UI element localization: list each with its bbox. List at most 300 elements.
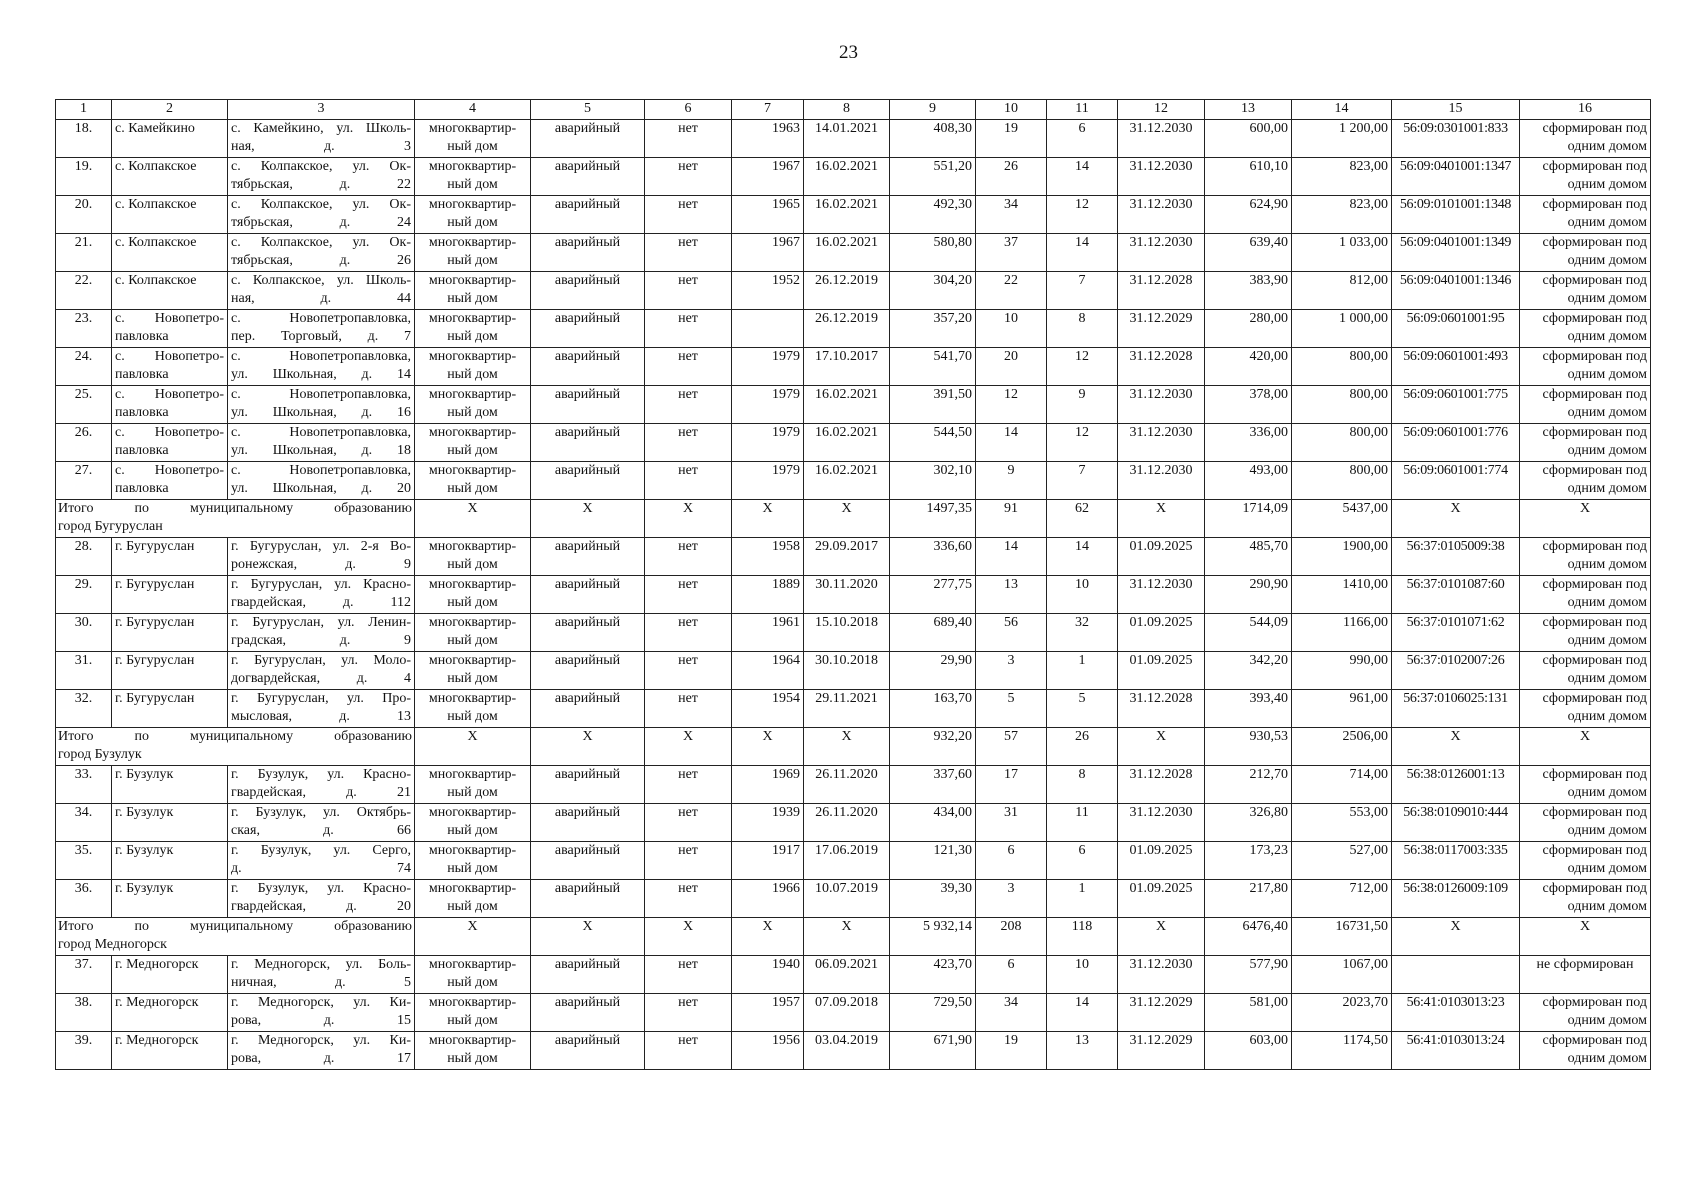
col-16-x-text: Х (1579, 501, 1591, 516)
flats-cell (1047, 234, 1118, 272)
flag-cell (645, 386, 732, 424)
cadastre-number-cell (1392, 234, 1520, 272)
settlement-name-cont: павловка (115, 405, 169, 420)
address-cell (228, 272, 415, 310)
subtotal-area (890, 728, 976, 766)
cadastre-number-cell (1392, 424, 1520, 462)
residents-cell (976, 994, 1047, 1032)
column-14-cell (1292, 956, 1392, 994)
area-cell (890, 234, 976, 272)
residents-cell-text: 20 (1004, 349, 1018, 364)
flag-cell (645, 196, 732, 234)
condition-cell (531, 994, 645, 1032)
condition-cell-text: аварийный (554, 577, 621, 592)
row-number (56, 880, 112, 918)
subtotal-residents-text: 57 (1004, 729, 1018, 744)
residents-cell-text: 6 (1007, 957, 1015, 972)
land-status-cell (1520, 766, 1651, 804)
flats-cell (1047, 120, 1118, 158)
cadastre-number-cell-text: 56:09:0401001:1346 (1399, 273, 1512, 288)
col-15-x (1392, 500, 1520, 538)
flats-cell (1047, 272, 1118, 310)
address-cell (228, 652, 415, 690)
building-type-line-2: ный дом (447, 1051, 498, 1066)
residents-cell-text: 12 (1004, 387, 1018, 402)
col-12-x (1118, 500, 1205, 538)
flats-cell (1047, 310, 1118, 348)
area-cell (890, 994, 976, 1032)
cadastre-number-cell (1392, 690, 1520, 728)
flats-cell-text: 14 (1075, 235, 1089, 250)
residents-cell-text: 19 (1004, 121, 1018, 136)
column-13-cell (1205, 272, 1292, 310)
resettlement-deadline-cell (1118, 880, 1205, 918)
subtotal-area-text: 932,20 (933, 729, 972, 744)
address-line-1: с. Новопетропавловка, (231, 425, 411, 440)
column-13-cell-text: 173,23 (1249, 843, 1288, 858)
row-number (56, 158, 112, 196)
land-status-line-2: одним домом (1567, 557, 1647, 572)
column-header-4: 4 (415, 100, 531, 120)
flag-cell-text: нет (678, 805, 698, 820)
recognition-date-cell (804, 766, 890, 804)
year-built-cell-text: 1961 (772, 615, 800, 630)
row-number-text: 22. (74, 273, 93, 288)
residents-cell-text: 17 (1004, 767, 1018, 782)
year-built-cell (732, 234, 804, 272)
building-type-line-1: многоквартир- (428, 539, 517, 554)
subtotal-column-14-text: 2506,00 (1342, 729, 1388, 744)
address-line-2: ронежская, д. 9 (231, 557, 411, 572)
condition-cell-text: аварийный (554, 805, 621, 820)
settlement-name: г. Бузулук (115, 805, 174, 820)
address-line-1: г. Медногорск, ул. Ки- (231, 995, 411, 1010)
column-13-cell-text: 280,00 (1249, 311, 1288, 326)
column-13-cell (1205, 766, 1292, 804)
land-status-line-2: одним домом (1567, 177, 1647, 192)
address-line-2: градская, д. 9 (231, 633, 411, 648)
condition-cell (531, 576, 645, 614)
subtotal-column-13 (1205, 728, 1292, 766)
area-cell-text: 729,50 (933, 995, 972, 1010)
col-16-x (1520, 728, 1651, 766)
cadastre-number-cell-text: 56:09:0401001:1349 (1399, 235, 1512, 250)
subtotal-label-line-2: город Бугуруслан (58, 519, 163, 534)
land-status-line-2: одним домом (1567, 861, 1647, 876)
table-row (56, 424, 1651, 462)
flats-cell-text: 1 (1078, 881, 1086, 896)
condition-cell (531, 880, 645, 918)
area-cell-text: 357,20 (933, 311, 972, 326)
condition-cell (531, 120, 645, 158)
building-type-line-2: ный дом (447, 481, 498, 496)
flag-cell (645, 272, 732, 310)
address-line-2: догвардейская, д. 4 (231, 671, 411, 686)
subtotal-column-14-text: 5437,00 (1342, 501, 1388, 516)
table-row (56, 234, 1651, 272)
recognition-date-cell (804, 120, 890, 158)
column-13-cell (1205, 348, 1292, 386)
flag-cell-text: нет (678, 235, 698, 250)
residents-cell (976, 690, 1047, 728)
residents-cell-text: 34 (1004, 197, 1018, 212)
residents-cell-text: 13 (1004, 577, 1018, 592)
address-line-2: ул. Школьная, д. 14 (231, 367, 411, 382)
column-13-cell (1205, 842, 1292, 880)
column-13-cell (1205, 576, 1292, 614)
settlement-name: с. Новопетро- (115, 387, 224, 402)
recognition-date-cell (804, 310, 890, 348)
cadastre-number-cell-text: 56:38:0109010:444 (1403, 805, 1508, 820)
cadastre-number-cell-text: 56:37:0105009:38 (1406, 539, 1505, 554)
table-row (56, 462, 1651, 500)
flats-cell (1047, 196, 1118, 234)
cadastre-number-cell (1392, 1032, 1520, 1070)
residents-cell (976, 462, 1047, 500)
year-built-cell (732, 272, 804, 310)
address-cell (228, 234, 415, 272)
flag-cell (645, 1032, 732, 1070)
row-number-text: 32. (74, 691, 93, 706)
table-row (56, 652, 1651, 690)
area-cell (890, 766, 976, 804)
column-14-cell (1292, 1032, 1392, 1070)
address-line-1: г. Бугуруслан, ул. Про- (231, 691, 411, 706)
address-line-2: ская, д. 66 (231, 823, 411, 838)
col-4-x-text: Х (467, 729, 478, 744)
table-row (56, 956, 1651, 994)
building-type-line-1: многоквартир- (428, 957, 517, 972)
recognition-date-cell (804, 424, 890, 462)
cadastre-number-cell (1392, 462, 1520, 500)
land-status-cell (1520, 652, 1651, 690)
flats-cell-text: 13 (1075, 1033, 1089, 1048)
building-type-line-1: многоквартир- (428, 311, 517, 326)
address-line-1: г. Бузулук, ул. Октябрь- (231, 805, 411, 820)
building-type-line-2: ный дом (447, 215, 498, 230)
column-14-cell-text: 1 200,00 (1339, 121, 1388, 136)
resettlement-deadline-cell-text: 31.12.2029 (1129, 1033, 1193, 1048)
column-13-cell (1205, 424, 1292, 462)
recognition-date-cell-text: 30.10.2018 (815, 653, 878, 668)
col-7-x (732, 918, 804, 956)
column-13-cell-text: 212,70 (1249, 767, 1288, 782)
residents-cell (976, 120, 1047, 158)
address-line-1: с. Колпакское, ул. Ок- (231, 159, 411, 174)
condition-cell-text: аварийный (554, 197, 621, 212)
year-built-cell-text: 1966 (772, 881, 800, 896)
condition-cell-text: аварийный (554, 121, 621, 136)
building-type-line-2: ный дом (447, 709, 498, 724)
building-type-cell (415, 576, 531, 614)
year-built-cell (732, 538, 804, 576)
column-14-cell-text: 527,00 (1349, 843, 1388, 858)
column-header-14: 14 (1292, 100, 1392, 120)
building-type-line-2: ный дом (447, 367, 498, 382)
column-header-11: 11 (1047, 100, 1118, 120)
flats-cell-text: 9 (1078, 387, 1086, 402)
flag-cell-text: нет (678, 1033, 698, 1048)
land-status-cell (1520, 842, 1651, 880)
settlement-name: г. Бугуруслан (115, 577, 195, 592)
settlement-name: с. Колпакское (115, 235, 197, 250)
resettlement-deadline-cell-text: 31.12.2030 (1129, 121, 1193, 136)
address-line-1: г. Бугуруслан, ул. 2-я Во- (231, 539, 411, 554)
column-13-cell-text: 603,00 (1249, 1033, 1288, 1048)
col-7-x-text: Х (762, 501, 773, 516)
area-cell-text: 39,30 (940, 881, 972, 896)
condition-cell (531, 158, 645, 196)
building-type-line-2: ный дом (447, 443, 498, 458)
row-number (56, 234, 112, 272)
resettlement-deadline-cell (1118, 804, 1205, 842)
recognition-date-cell-text: 16.02.2021 (815, 235, 878, 250)
address-cell (228, 386, 415, 424)
cadastre-number-cell-text: 56:41:0103013:23 (1406, 995, 1505, 1010)
recognition-date-cell (804, 614, 890, 652)
row-number-text: 31. (74, 653, 93, 668)
column-13-cell (1205, 538, 1292, 576)
column-14-cell-text: 800,00 (1349, 349, 1388, 364)
address-line-2: рова, д. 15 (231, 1013, 411, 1028)
recognition-date-cell-text: 26.12.2019 (815, 273, 878, 288)
column-14-cell (1292, 842, 1392, 880)
land-status-line-2: одним домом (1567, 139, 1647, 154)
column-header-15: 15 (1392, 100, 1520, 120)
building-type-cell (415, 196, 531, 234)
col-16-x-text: Х (1579, 919, 1591, 934)
land-status-cell (1520, 310, 1651, 348)
building-type-cell (415, 766, 531, 804)
subtotal-row (56, 728, 1651, 766)
column-13-cell-text: 342,20 (1249, 653, 1288, 668)
settlement-name: с. Новопетро- (115, 311, 224, 326)
flag-cell-text: нет (678, 311, 698, 326)
land-status-line-2: одним домом (1567, 367, 1647, 382)
year-built-cell-text: 1889 (772, 577, 800, 592)
settlement-cell (112, 804, 228, 842)
row-number (56, 766, 112, 804)
subtotal-flats-text: 118 (1071, 919, 1093, 934)
building-type-cell (415, 348, 531, 386)
building-type-cell (415, 120, 531, 158)
cadastre-number-cell-text: 56:09:0601001:776 (1403, 425, 1508, 440)
recognition-date-cell-text: 17.10.2017 (815, 349, 878, 364)
recognition-date-cell-text: 26.12.2019 (815, 311, 878, 326)
address-cell (228, 1032, 415, 1070)
column-14-cell (1292, 120, 1392, 158)
resettlement-deadline-cell-text: 31.12.2030 (1129, 387, 1193, 402)
land-status-cell (1520, 196, 1651, 234)
land-status-cell (1520, 994, 1651, 1032)
subtotal-area (890, 918, 976, 956)
land-status-cell (1520, 690, 1651, 728)
resettlement-deadline-cell (1118, 348, 1205, 386)
land-status-line-2: одним домом (1567, 253, 1647, 268)
settlement-cell (112, 424, 228, 462)
residents-cell (976, 1032, 1047, 1070)
settlement-name: г. Медногорск (115, 1033, 199, 1048)
condition-cell (531, 766, 645, 804)
column-14-cell-text: 1166,00 (1343, 615, 1388, 630)
column-14-cell (1292, 652, 1392, 690)
recognition-date-cell (804, 538, 890, 576)
condition-cell (531, 234, 645, 272)
row-number (56, 804, 112, 842)
column-13-cell-text: 639,40 (1249, 235, 1288, 250)
recognition-date-cell (804, 462, 890, 500)
recognition-date-cell-text: 16.02.2021 (815, 463, 878, 478)
column-13-cell-text: 393,40 (1249, 691, 1288, 706)
column-14-cell-text: 800,00 (1349, 387, 1388, 402)
building-type-cell (415, 994, 531, 1032)
flats-cell-text: 14 (1075, 995, 1089, 1010)
subtotal-area (890, 500, 976, 538)
settlement-name-cont: павловка (115, 367, 169, 382)
area-cell-text: 492,30 (933, 197, 972, 212)
column-13-cell (1205, 158, 1292, 196)
area-cell (890, 158, 976, 196)
recognition-date-cell-text: 30.11.2020 (815, 577, 878, 592)
cadastre-number-cell-text: 56:09:0601001:493 (1403, 349, 1508, 364)
condition-cell-text: аварийный (554, 273, 621, 288)
year-built-cell-text: 1963 (772, 121, 800, 136)
area-cell (890, 652, 976, 690)
recognition-date-cell (804, 804, 890, 842)
land-status-cell (1520, 386, 1651, 424)
settlement-cell (112, 652, 228, 690)
resettlement-deadline-cell (1118, 576, 1205, 614)
table-row (56, 766, 1651, 804)
land-status-line-1: сформирован под (1542, 197, 1647, 212)
column-14-cell (1292, 158, 1392, 196)
subtotal-label (56, 918, 415, 956)
building-type-line-1: многоквартир- (428, 463, 517, 478)
settlement-name: г. Бузулук (115, 843, 174, 858)
resettlement-deadline-cell-text: 31.12.2030 (1129, 463, 1193, 478)
resettlement-deadline-cell-text: 31.12.2030 (1129, 425, 1193, 440)
building-type-cell (415, 158, 531, 196)
address-line-1: с. Колпакское, ул. Ок- (231, 235, 411, 250)
cadastre-number-cell (1392, 348, 1520, 386)
subtotal-column-14 (1292, 728, 1392, 766)
col-4-x (415, 918, 531, 956)
building-type-cell (415, 690, 531, 728)
condition-cell (531, 1032, 645, 1070)
flats-cell-text: 5 (1078, 691, 1086, 706)
column-13-cell-text: 581,00 (1249, 995, 1288, 1010)
residents-cell-text: 37 (1004, 235, 1018, 250)
building-type-line-2: ный дом (447, 1013, 498, 1028)
column-14-cell-text: 812,00 (1349, 273, 1388, 288)
resettlement-deadline-cell (1118, 196, 1205, 234)
subtotal-flats (1047, 918, 1118, 956)
column-14-cell-text: 712,00 (1349, 881, 1388, 896)
land-status-cell (1520, 348, 1651, 386)
flats-cell-text: 12 (1075, 349, 1089, 364)
flag-cell (645, 348, 732, 386)
address-line-1: с. Новопетропавловка, (231, 463, 411, 478)
recognition-date-cell-text: 16.02.2021 (815, 387, 878, 402)
land-status-line-1: сформирован под (1542, 995, 1647, 1010)
building-type-line-1: многоквартир- (428, 235, 517, 250)
land-status-cell (1520, 424, 1651, 462)
flag-cell (645, 538, 732, 576)
flats-cell (1047, 880, 1118, 918)
col-5-x-text: Х (582, 501, 593, 516)
settlement-name: г. Бугуруслан (115, 615, 195, 630)
year-built-cell (732, 348, 804, 386)
building-type-line-2: ный дом (447, 861, 498, 876)
condition-cell-text: аварийный (554, 235, 621, 250)
flats-cell (1047, 158, 1118, 196)
year-built-cell (732, 614, 804, 652)
column-13-cell-text: 326,80 (1249, 805, 1288, 820)
row-number-text: 26. (74, 425, 93, 440)
residents-cell (976, 538, 1047, 576)
year-built-cell-text: 1967 (772, 235, 800, 250)
land-status-line-2: одним домом (1567, 291, 1647, 306)
condition-cell (531, 196, 645, 234)
resettlement-deadline-cell-text: 31.12.2029 (1129, 311, 1193, 326)
flag-cell (645, 956, 732, 994)
column-13-cell (1205, 386, 1292, 424)
land-status-cell (1520, 880, 1651, 918)
area-cell (890, 1032, 976, 1070)
row-number-text: 39. (74, 1033, 93, 1048)
year-built-cell-text: 1979 (772, 349, 800, 364)
area-cell (890, 462, 976, 500)
recognition-date-cell-text: 26.11.2020 (815, 767, 878, 782)
building-type-line-1: многоквартир- (428, 805, 517, 820)
resettlement-deadline-cell (1118, 538, 1205, 576)
row-number-text: 33. (74, 767, 93, 782)
address-line-2: гвардейская, д. 112 (231, 595, 411, 610)
year-built-cell (732, 576, 804, 614)
building-type-line-1: многоквартир- (428, 273, 517, 288)
residents-cell-text: 6 (1007, 843, 1015, 858)
flats-cell-text: 10 (1075, 577, 1089, 592)
settlement-cell (112, 766, 228, 804)
resettlement-deadline-cell (1118, 614, 1205, 652)
building-type-cell (415, 652, 531, 690)
flag-cell (645, 690, 732, 728)
cadastre-number-cell-text: 56:37:0101087:60 (1406, 577, 1505, 592)
building-type-line-2: ный дом (447, 975, 498, 990)
resettlement-deadline-cell (1118, 158, 1205, 196)
recognition-date-cell (804, 158, 890, 196)
col-6-x-text: Х (682, 501, 694, 516)
settlement-cell (112, 614, 228, 652)
residents-cell (976, 158, 1047, 196)
area-cell-text: 336,60 (933, 539, 972, 554)
subtotal-column-13 (1205, 500, 1292, 538)
settlement-name: г. Бузулук (115, 881, 174, 896)
year-built-cell-text: 1964 (772, 653, 800, 668)
settlement-name-cont: павловка (115, 481, 169, 496)
land-status-cell (1520, 120, 1651, 158)
row-number-text: 21. (74, 235, 93, 250)
building-type-line-1: многоквартир- (428, 767, 517, 782)
resettlement-deadline-cell (1118, 652, 1205, 690)
flag-cell (645, 310, 732, 348)
flats-cell-text: 32 (1075, 615, 1089, 630)
column-14-cell-text: 1067,00 (1342, 957, 1388, 972)
building-type-line-1: многоквартир- (428, 995, 517, 1010)
flats-cell (1047, 652, 1118, 690)
resettlement-deadline-cell (1118, 120, 1205, 158)
col-15-x (1392, 918, 1520, 956)
